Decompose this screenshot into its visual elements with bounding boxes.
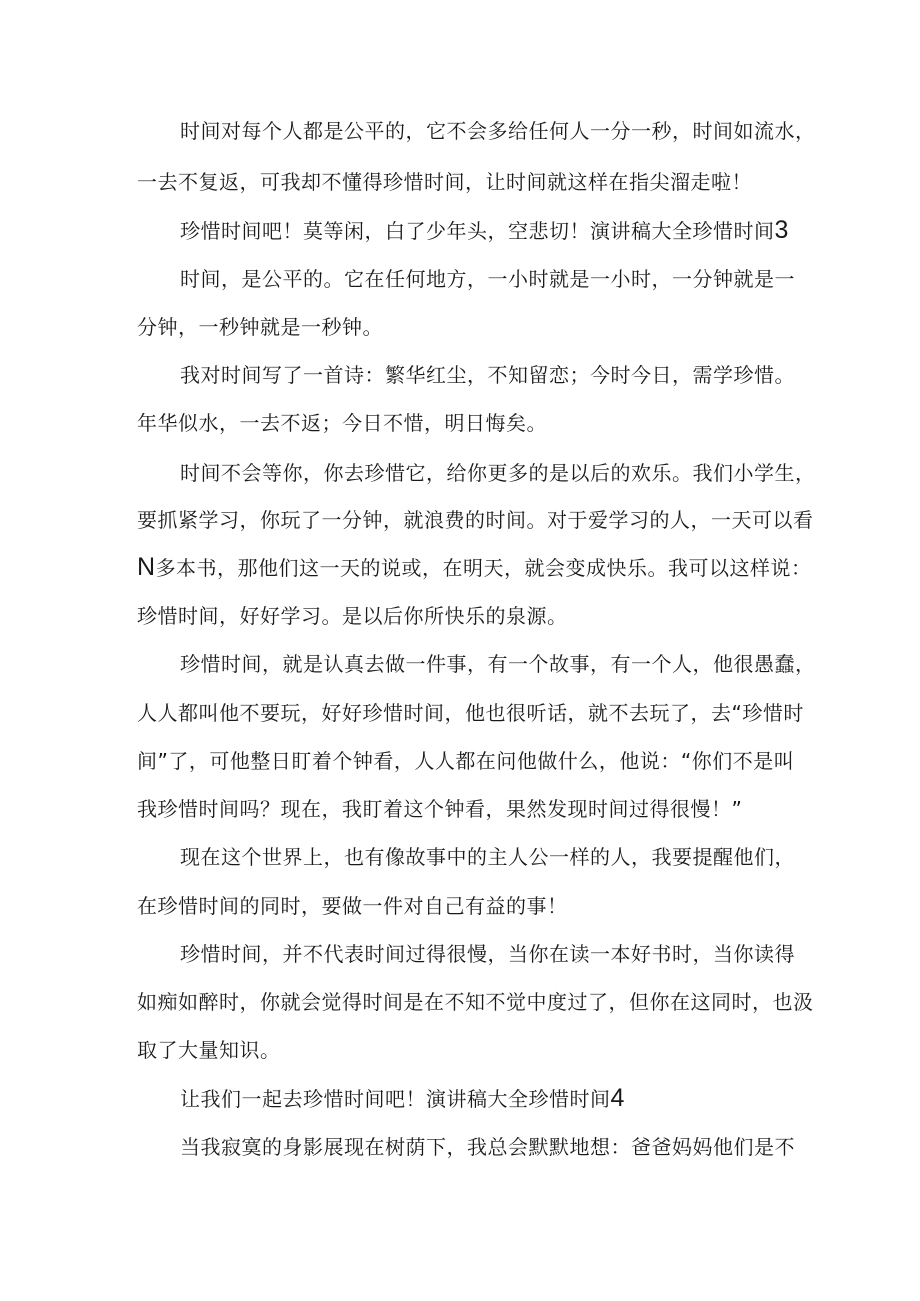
- paragraph-line: 时间，是公平的。它在任何地方，一小时就是一小时，一分钟就是一: [180, 267, 795, 291]
- paragraph-line: 现在这个世界上，也有像故事中的主人公一样的人，我要提醒他们，: [180, 845, 795, 869]
- paragraph-line: 年华似水，一去不返；今日不惜，明日悔矣。: [137, 411, 547, 435]
- paragraph-line: 取了大量知识。: [137, 1038, 281, 1062]
- section-number: 3: [774, 216, 789, 244]
- paragraph-line: 我对时间写了一首诗：繁华红尘，不知留恋；今时今日，需学珍惜。: [180, 363, 795, 387]
- paragraph-line: 珍惜时间吧！莫等闲，白了少年头，空悲切！演讲稿大全珍惜时间3: [180, 216, 789, 244]
- paragraph-line: 我珍惜时间吗？现在，我盯着这个钟看，果然发现时间过得很慢！”: [137, 797, 743, 821]
- paragraph-line: 时间不会等你，你去珍惜它，给你更多的是以后的欢乐。我们小学生，: [180, 461, 816, 485]
- section-number: 4: [610, 1084, 625, 1112]
- paragraph-line: 分钟，一秒钟就是一秒钟。: [137, 315, 383, 339]
- paragraph-line: 时间对每个人都是公平的，它不会多给任何人一分一秒，时间如流水，: [180, 119, 816, 143]
- paragraph-line: 如痴如醉时，你就会觉得时间是在不知不觉中度过了，但你在这同时，也汲: [137, 990, 814, 1014]
- large-letter: N: [137, 553, 156, 581]
- paragraph-line: 要抓紧学习，你玩了一分钟，就浪费的时间。对于爱学习的人，一天可以看: [137, 508, 814, 532]
- paragraph-line: 间”了，可他整日盯着个钟看，人人都在问他做什么，他说：“你们不是叫: [137, 749, 795, 773]
- paragraph-line: 珍惜时间，并不代表时间过得很慢，当你在读一本好书时，当你读得: [180, 942, 795, 966]
- paragraph-line: 当我寂寞的身影展现在树荫下，我总会默默地想：爸爸妈妈他们是不: [180, 1135, 795, 1159]
- paragraph-line: 人人都叫他不要玩，好好珍惜时间，他也很听话，就不去玩了，去“珍惜时: [137, 701, 804, 725]
- paragraph-line: 让我们一起去珍惜时间吧！演讲稿大全珍惜时间4: [180, 1084, 625, 1112]
- paragraph-line: 珍惜时间，好好学习。是以后你所快乐的泉源。: [137, 604, 568, 628]
- paragraph-line: N多本书，那他们这一天的说或，在明天，就会变成快乐。我可以这样说：: [137, 553, 812, 581]
- paragraph-line: 珍惜时间，就是认真去做一件事，有一个故事，有一个人，他很愚蠢，: [180, 652, 816, 676]
- paragraph-line: 一去不复返，可我却不懂得珍惜时间，让时间就这样在指尖溜走啦！: [137, 170, 752, 194]
- paragraph-line: 在珍惜时间的同时，要做一件对自己有益的事！: [137, 894, 568, 918]
